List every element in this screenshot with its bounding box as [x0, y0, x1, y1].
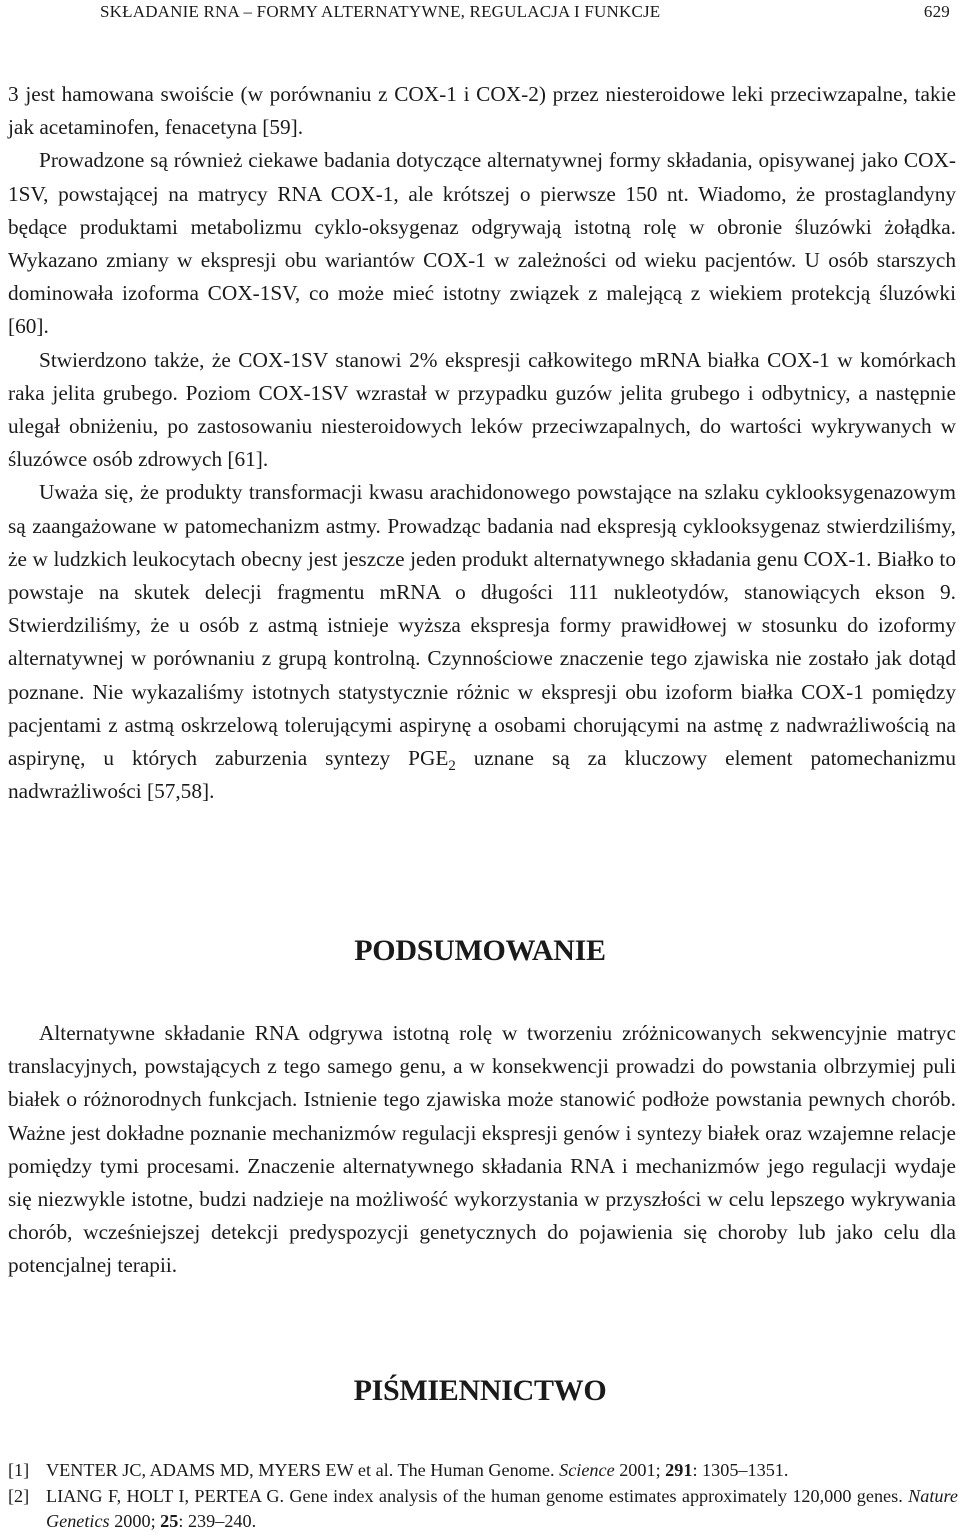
- reference-number: [2]: [8, 1485, 30, 1506]
- reference-journal: Nature Genetics: [46, 1485, 958, 1531]
- summary-text: [8, 1017, 956, 1283]
- references-heading: PIŚMIENNICTWO: [353, 1374, 607, 1407]
- reference-pages: : 239–240.: [178, 1511, 257, 1531]
- reference-text: [46, 1458, 958, 1484]
- reference-list: [8, 1458, 958, 1535]
- reference-year: 2000;: [109, 1511, 161, 1531]
- paragraph-continuation: 3 jest hamowana swoiście (w porównaniu z COX-1 i COX-2) przez niesteroidowe leki przeciwzapalne, takie jak acetaminofen, fenacetyna [59].: [8, 82, 956, 140]
- reference-volume: 25: [160, 1511, 179, 1531]
- pge-subscript: 2: [448, 758, 456, 775]
- reference-authors-title: LIANG F, HOLT I, PERTEA G. Gene index analysis of the human genome estimates approximately 120,000 genes.: [46, 1485, 909, 1506]
- paragraph-colon-cancer: Stwierdzono także, że COX-1SV stanowi 2% ekspresji całkowitego mRNA białka COX-1 w komórkach raka jelita grubego. Poziom COX-1SV wzrastał w przypadku guzów jelita grubego i odbytnicy, a następnie ulegał obniżeniu, po zastosowaniu niesteroidowych leków przeciwzapalnych, do wartości wykrywanych w śluzówce osób zdrowych [61].: [8, 347, 956, 472]
- reference-year: 2001;: [614, 1460, 666, 1480]
- reference-text: [46, 1484, 958, 1535]
- paragraph-asthma: [8, 476, 956, 808]
- running-header-title: SKŁADANIE RNA – FORMY ALTERNATYWNE, REGULACJA I FUNKCJE: [100, 2, 661, 21]
- summary-heading: PODSUMOWANIE: [354, 934, 606, 967]
- summary-paragraph: Alternatywne składanie RNA odgrywa istotną rolę w tworzeniu zróżnicowanych sekwencyjnie matryc translacyjnych, powstających z tego samego genu, a w konsekwencji prowadzi do powstania olbrzymiej puli białek o różnorodnych funkcjach. Istnienie tego zjawiska może stanowić podłoże powstania pewnych chorób. Ważne jest dokładne poznanie mechanizmów regulacji ekspresji genów i syntezy białek oraz wzajemne relacje pomiędzy tymi procesami. Znaczenie alternatywnego składania RNA i mechanizmów jego regulacji wydaje się niezwykle istotne, budzi nadzieje na możliwość wykorzystania w przyszłości w celu lepszego wykrywania chorób, wcześniejszej detekcji predyspozycji genetycznych do pojawienia się choroby lub jako celu dla potencjalnej terapii.: [8, 1021, 956, 1278]
- main-text: [8, 78, 956, 808]
- paragraph-cox1sv: Prowadzone są również ciekawe badania dotyczące alternatywnej formy składania, opisywanej jako COX-1SV, powstającej na matrycy RNA COX-1, ale krótszej o pierwsze 150 nt. Wiadomo, że prostaglandyny będące produktami metabolizmu cyklo-oksygenaz odgrywają istotną rolę w obronie śluzówki żołądka. Wykazano zmiany w ekspresji obu wariantów COX-1 w zależności od wieku pacjentów. U osób starszych dominowała izoforma COX-1SV, co może mieć istotny związek z malejącą z wiekiem protekcją śluzówki [60].: [8, 148, 956, 339]
- running-header: [100, 2, 950, 28]
- paragraph-asthma-text: Uważa się, że produkty transformacji kwasu arachidonowego powstające na szlaku cyklooksygenazowym są zaangażowane w patomechanizm astmy. Prowadząc badania nad ekspresją cyklooksygenaz stwierdziliśmy, że w ludzkich leukocytach obecny jest jeszcze jeden produkt alternatywnego składania genu COX-1. Białko to powstaje na skutek delecji fragmentu mRNA o długości 111 nukleotydów, stanowiących ekson 9. Stwierdziliśmy, że u osób z astmą istnieje wyższa ekspresja formy prawidłowej w stosunku do izoformy alternatywnej w porównaniu z grupą kontrolną. Czynnościowe znaczenie tego zjawiska nie zostało jak dotąd poznane. Nie wykazaliśmy istotnych statystycznie różnic w ekspresji obu izoform białka COX-1 pomiędzy pacjentami z astmą oskrzelową tolerującymi aspirynę a osobami chorującymi na astmę z nadwrażliwością na aspirynę, u których zaburzenia syntezy PGE: [8, 480, 956, 771]
- paragraph-asthma-tail: uznane są za kluczowy element patomechanizmu nadwrażliwości [57,58].: [8, 746, 956, 804]
- reference-item: [8, 1458, 958, 1484]
- reference-item: [8, 1484, 958, 1535]
- reference-authors-title: VENTER JC, ADAMS MD, MYERS EW et al. The Human Genome.: [46, 1460, 560, 1480]
- page-number: 629: [923, 2, 950, 21]
- reference-pages: : 1305–1351.: [692, 1460, 789, 1480]
- reference-number: [1]: [8, 1460, 30, 1480]
- reference-journal: Science: [559, 1460, 615, 1480]
- reference-volume: 291: [665, 1460, 693, 1480]
